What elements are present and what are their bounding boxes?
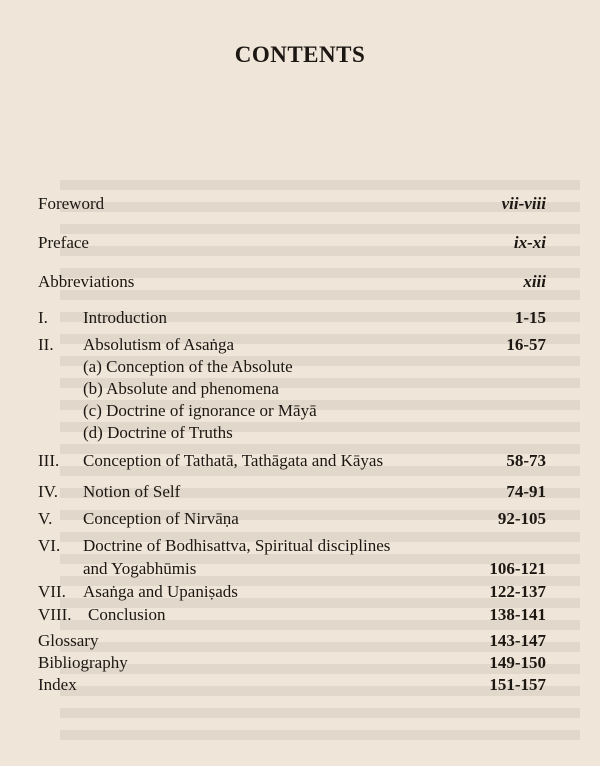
chapter-number: V. [38,509,53,528]
toc-label: Glossary [38,631,99,650]
toc-pages: 16-57 [506,335,546,354]
toc-label: Foreword [38,194,105,213]
chapter-title: Introduction [83,308,168,327]
toc-chapter [38,308,546,328]
toc-pages: vii-viii [501,194,546,213]
chapter-number: VI. [38,536,61,555]
chapter-number: VII. [38,582,66,601]
toc-entry [38,233,546,253]
subsection-title: (c) Doctrine of ignorance or Māyā [83,401,317,420]
page-title: CONTENTS [234,42,366,67]
toc-pages: 106-121 [489,559,546,578]
subsection-title: (b) Absolute and phenomena [83,379,279,398]
toc-entry [38,631,546,651]
toc-chapter [38,509,546,529]
toc-pages: xiii [523,272,546,291]
toc-pages: 122-137 [489,582,546,601]
toc-label: Preface [38,233,89,252]
toc-pages: ix-xi [513,233,546,252]
toc-pages: 58-73 [506,451,546,470]
chapter-number: VIII. [38,605,72,624]
chapter-title: Conception of Tathatā, Tathāgata and Kāyas [83,451,384,470]
chapter-number: II. [38,335,54,354]
chapter-title-line2: and Yogabhūmis [83,559,197,578]
chapter-title: Notion of Self [83,482,181,501]
toc-pages: 1-15 [514,308,546,327]
subsection-title: (d) Doctrine of Truths [83,423,233,442]
toc-pages: 149-150 [489,653,546,672]
toc-subsection [38,379,546,399]
toc-pages: 151-157 [489,675,546,694]
chapter-number: III. [38,451,60,470]
toc-subsection [38,401,546,421]
toc-chapter [38,482,546,502]
toc-chapter [38,536,546,556]
toc-chapter [38,582,546,602]
chapter-number: IV. [38,482,58,501]
toc-entry [38,675,546,695]
toc-entry [38,272,546,292]
toc-pages: 74-91 [506,482,546,501]
toc-label: Abbreviations [38,272,135,291]
chapter-title: Asaṅga and Upaniṣads [83,582,238,601]
chapter-title: Conclusion [88,605,166,624]
toc-chapter [38,451,546,471]
toc-pages: 92-105 [497,509,546,528]
toc-entry [38,194,546,214]
chapter-number: I. [38,308,48,327]
toc-pages: 143-147 [489,631,546,650]
toc-pages: 138-141 [489,605,546,624]
toc-label: Bibliography [38,653,128,672]
toc-chapter [38,335,546,355]
toc-label: Index [38,675,77,694]
toc-subsection [38,423,546,443]
toc-chapter [38,605,546,625]
toc-subsection [38,357,546,377]
toc-entry [38,653,546,673]
chapter-title: Conception of Nirvāṇa [83,509,239,528]
subsection-title: (a) Conception of the Absolute [83,357,293,376]
toc-chapter-continued [38,559,546,579]
chapter-title: Doctrine of Bodhisattva, Spiritual disciplines [83,536,391,555]
chapter-title: Absolutism of Asaṅga [83,335,235,354]
